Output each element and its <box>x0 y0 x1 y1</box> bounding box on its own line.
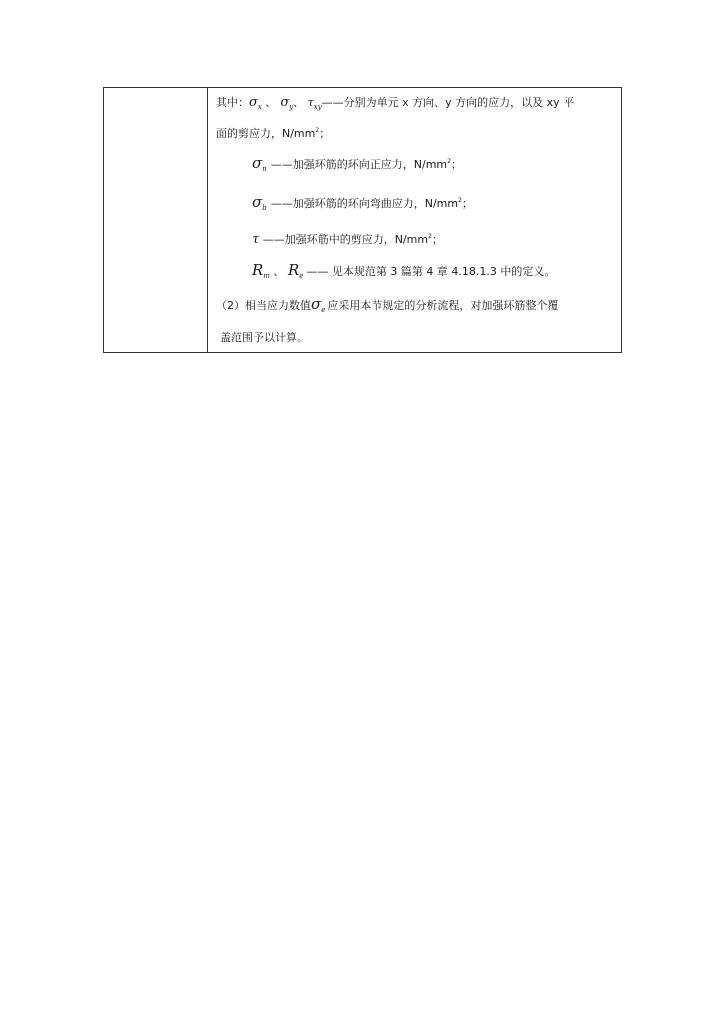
definition-tau <box>252 230 443 247</box>
table-column-divider <box>207 88 208 352</box>
symbol-definition-line-2 <box>216 124 330 141</box>
re-subscript: e <box>299 272 304 280</box>
tau-symbol: τ <box>252 232 260 247</box>
separator: 、 <box>261 96 277 109</box>
sigma-y-subscript: y <box>289 103 294 111</box>
paragraph-2-line-1 <box>216 297 558 317</box>
superscript: 2 <box>458 197 462 204</box>
paragraph-text: 应采用本节规定的分析流程，对加强环筋整个覆 <box>327 299 559 312</box>
paragraph-2-line-2 <box>220 331 308 345</box>
definition-text: —— 见本规范第 3 篇第 4 章 4.18.1.3 中的定义。 <box>306 265 556 278</box>
definition-rm-re <box>252 263 555 283</box>
definition-text: ——分别为单元 x 方向、y 方向的应力，以及 xy 平 <box>321 96 575 109</box>
punctuation: ； <box>431 233 443 246</box>
content-table <box>103 87 622 353</box>
sigma-e-subscript: e <box>321 306 326 314</box>
rm-symbol: R <box>252 261 264 279</box>
sigma-n-symbol: σ <box>252 154 263 172</box>
re-symbol: R <box>287 261 300 279</box>
definition-sigma-b <box>252 194 473 215</box>
sigma-b-symbol: σ <box>252 193 263 211</box>
sigma-b-subscript: b <box>262 204 267 212</box>
superscript: 2 <box>447 158 451 165</box>
definition-text: ——加强环筋的环向弯曲应力，N/mm <box>270 197 459 210</box>
definition-text: 面的剪应力，N/mm <box>216 127 316 140</box>
punctuation: ； <box>461 197 473 210</box>
definition-text: ——加强环筋的环向正应力，N/mm <box>270 158 448 171</box>
rm-subscript: m <box>263 272 270 280</box>
definition-text: ——加强环筋中的剪应力，N/mm <box>259 233 429 246</box>
definition-sigma-n <box>252 155 462 176</box>
separator: 、 <box>293 96 308 109</box>
sigma-n-subscript: n <box>262 165 267 173</box>
tau-xy-symbol: τ <box>307 96 314 109</box>
sigma-y-symbol: σ <box>280 95 290 110</box>
sigma-x-symbol: σ <box>249 95 258 110</box>
paragraph-text: （2）相当应力数值 <box>216 299 311 312</box>
punctuation: ； <box>319 127 331 140</box>
intro-text: 其中： <box>216 96 249 109</box>
symbol-definition-line-1 <box>216 96 574 114</box>
tau-xy-subscript: xy <box>313 103 322 111</box>
sigma-e-symbol: σ <box>311 295 322 313</box>
superscript: 2 <box>315 127 320 134</box>
superscript: 2 <box>428 233 432 240</box>
punctuation: ； <box>450 158 462 171</box>
paragraph-text: 盖范围予以计算。 <box>220 331 308 344</box>
sigma-x-subscript: x <box>257 103 262 111</box>
separator: 、 <box>269 265 288 278</box>
